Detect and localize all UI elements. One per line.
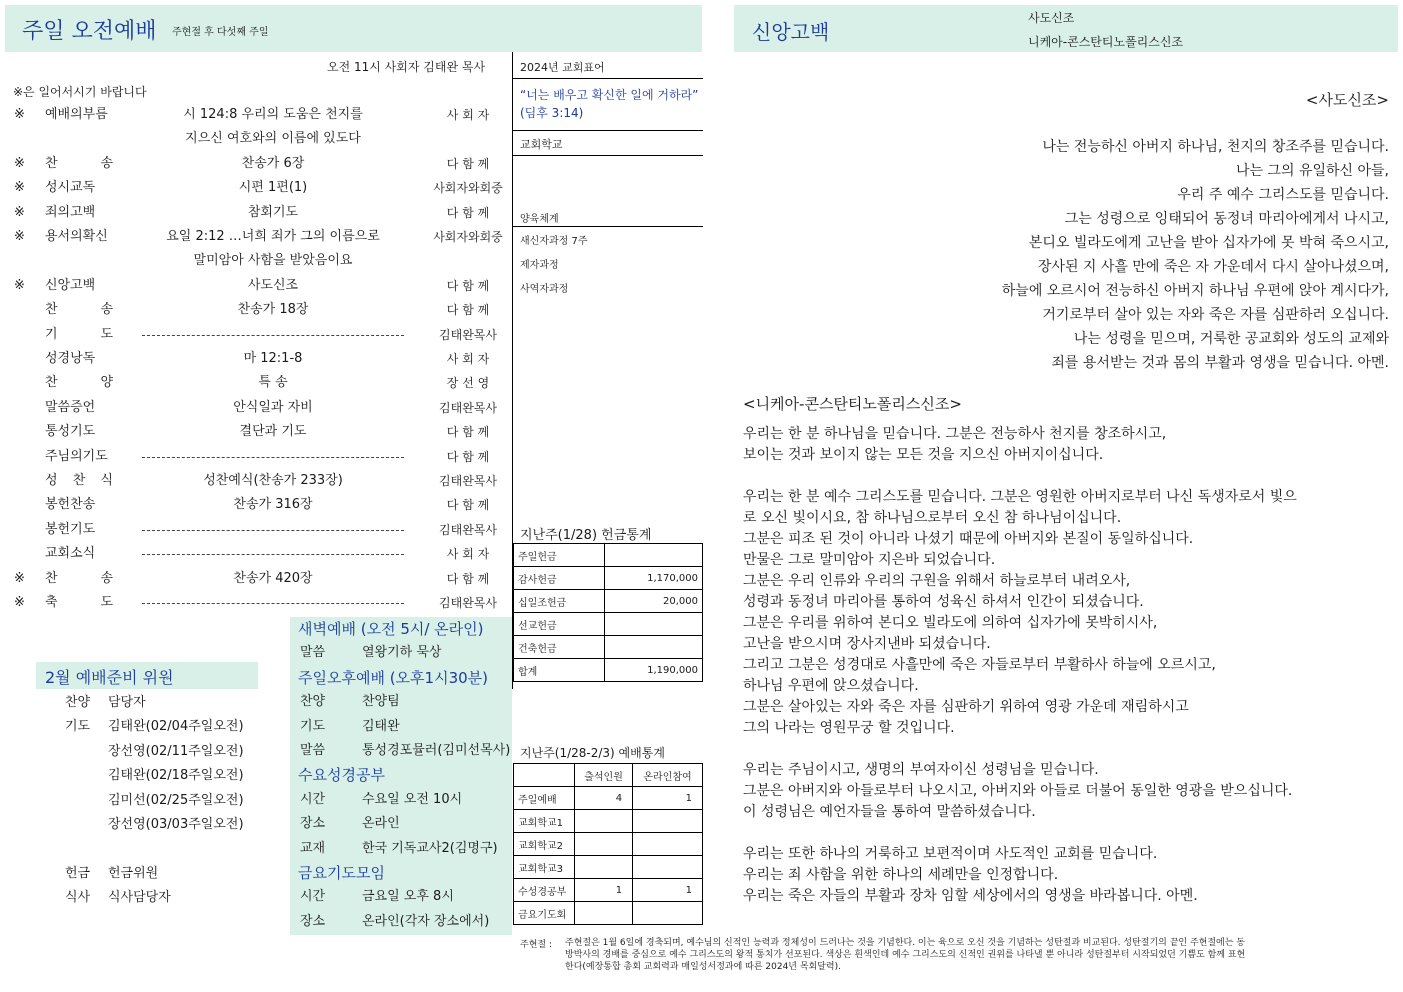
nurture-label: 양육체계 — [520, 214, 559, 225]
order-row — [0, 225, 512, 249]
nicene-creed-line: 보이는 것과 보이지 않는 모든 것을 지으신 아버지이십니다. — [743, 447, 1104, 463]
order-item-leader: 사 회 자 — [446, 108, 490, 122]
attendance-category: 교회학교1 — [514, 810, 575, 833]
order-row — [0, 396, 512, 420]
service-field: 시간 — [300, 889, 326, 905]
nicene-creed-line: 우리는 한 분 하나님을 믿습니다. 그분은 전능하사 천지를 창조하시고, — [743, 426, 1167, 442]
attendance-count: 4 — [575, 787, 633, 810]
offering-category: 선교헌금 — [514, 613, 605, 636]
attendance-row — [514, 902, 703, 925]
dashed-line — [142, 457, 404, 458]
committee-person: 장선영(03/03주일오전) — [108, 817, 244, 832]
dashed-line — [142, 603, 404, 604]
offering-title: 지난주(1/28) 헌금통계 — [520, 528, 652, 543]
afternoon-service-row — [290, 715, 512, 739]
order-item-name: 기 도 — [45, 326, 113, 342]
order-row — [0, 323, 512, 347]
page-title: 주일 오전예배 — [22, 19, 157, 44]
order-row — [0, 567, 512, 591]
nicene-creed-line: 우리는 죽은 자들의 부활과 장차 임할 세상에서의 영생을 바라봅니다. 아멘. — [743, 888, 1198, 904]
order-row — [0, 274, 512, 298]
order-item-name: 찬 송 — [45, 302, 113, 318]
rule — [513, 130, 703, 131]
motto-text: “너는 배우고 확신한 일에 거하라” (딤후 3:14) — [520, 88, 699, 120]
committee-role: 기도 — [65, 719, 91, 735]
apostles-heading: <사도신조> — [1305, 91, 1389, 109]
nicene-creed-line: 만물은 그로 말미암아 지은바 되었습니다. — [743, 552, 996, 568]
order-item-content: 안식일과 자비 — [233, 399, 313, 415]
apostles-creed-line: 우리 주 예수 그리스도를 믿습니다. — [1177, 187, 1389, 203]
attendance-count — [575, 856, 633, 879]
dawn-service-title: 새벽예배 (오전 5시/ 온라인) — [298, 620, 484, 638]
service-field: 말씀 — [300, 645, 326, 661]
apostles-creed-line: 그는 성령으로 잉태되어 동정녀 마리아에게서 나시고, — [1064, 211, 1389, 227]
service-value: 통성경포뮬러(김미선목사) — [362, 743, 511, 758]
order-item-content: 찬송가 6장 — [241, 155, 305, 171]
order-item-content: 결단과 기도 — [239, 424, 307, 440]
offering-category: 합계 — [514, 659, 605, 682]
attendance-row — [514, 879, 703, 902]
service-value: 수요일 오전 10시 — [362, 791, 463, 807]
order-item-content: 찬송가 18장 — [237, 302, 309, 318]
offering-category: 주일헌금 — [514, 544, 605, 567]
committee-person: 헌금위원 — [108, 865, 159, 881]
creed-option-apostles: 사도신조 — [1028, 11, 1075, 25]
apostles-creed-line: 본디오 빌라도에게 고난을 받아 십자가에 못 박혀 죽으시고, — [1028, 235, 1389, 251]
offering-amount — [605, 613, 703, 636]
order-item-name: 주님의기도 — [45, 448, 108, 464]
attendance-row — [514, 833, 703, 856]
friday-prayer-title: 금요기도모임 — [298, 864, 385, 882]
committee-role: 식사 — [65, 890, 91, 906]
wednesday-study-row — [290, 788, 512, 812]
attendance-table — [513, 763, 703, 925]
nicene-creed-line: 우리는 죄 사함을 위한 하나의 세례만을 인정합니다. — [743, 867, 1059, 883]
nurture-item: 새신자과정 7주 — [520, 236, 588, 247]
offering-amount: 1,170,000 — [605, 567, 703, 590]
offering-category: 감사헌금 — [514, 567, 605, 590]
standing-mark: ※ — [14, 595, 25, 610]
attendance-category: 교회학교2 — [514, 833, 575, 856]
service-value: 한국 기독교사2(김명구) — [362, 840, 498, 856]
order-row — [0, 249, 512, 273]
order-item-name: 축 도 — [45, 595, 113, 610]
apostles-creed-line: 나는 그의 유일하신 아들, — [1235, 163, 1389, 179]
offering-table — [513, 543, 703, 682]
order-item-content: 지으신 여호와의 이름에 있도다 — [185, 131, 361, 147]
nicene-creed-line: 그분은 아버지와 아들로부터 나오시고, 아버지와 아들로 더불어 동일한 영광을 받으십니다. — [743, 783, 1293, 799]
service-value: 열왕기하 묵상 — [362, 645, 442, 661]
attendance-count — [633, 810, 703, 833]
nicene-creed-line: 그분은 우리 인류와 우리의 구원을 위해서 하늘로부터 내려오사, — [743, 573, 1131, 589]
order-item-name: 찬 송 — [45, 570, 113, 586]
order-item-leader: 다 함 께 — [446, 449, 490, 464]
order-item-leader: 김태완목사 — [439, 522, 497, 537]
attendance-count — [633, 902, 703, 925]
apostles-creed-line: 거기로부터 살아 있는 자와 죽은 자를 심판하러 오십니다. — [1042, 307, 1389, 323]
offering-row — [514, 544, 703, 567]
order-item-leader: 김태완목사 — [439, 596, 497, 610]
nicene-paragraph — [743, 487, 1393, 739]
nicene-creed-line: 우리는 주님이시고, 생명의 부여자이신 성령님을 믿습니다. — [743, 762, 1099, 778]
order-item-name: 봉헌기도 — [45, 521, 96, 537]
order-item-content: 성찬예식(찬송가 233장) — [203, 473, 343, 488]
dashed-line — [142, 335, 404, 336]
committee-row — [0, 789, 290, 813]
afternoon-service-row — [290, 739, 512, 763]
order-row — [0, 493, 512, 517]
standing-mark: ※ — [14, 229, 25, 244]
committee-person: 담당자 — [108, 695, 146, 710]
footnote-label: 주현절 : — [520, 940, 552, 950]
order-item-name: 성시교독 — [45, 180, 96, 196]
friday-prayer-row — [290, 910, 512, 934]
order-row — [0, 420, 512, 444]
offering-row — [514, 613, 703, 636]
order-row — [0, 152, 512, 176]
nicene-creed-line: 그분은 피조 된 것이 아니라 나셨기 때문에 아버지와 본질이 동일하십니다. — [743, 531, 1194, 547]
attendance-category: 금요기도회 — [514, 902, 575, 925]
order-row — [0, 298, 512, 322]
committee-person: 김태완(02/04주일오전) — [108, 719, 244, 735]
order-item-content: 요일 2:12 …너희 죄가 그의 이름으로 — [166, 229, 380, 244]
order-item-leader: 다 함 께 — [446, 425, 490, 440]
order-item-leader: 다 함 께 — [446, 205, 490, 220]
order-item-name: 통성기도 — [45, 424, 96, 440]
order-item-content: 사도신조 — [247, 277, 299, 293]
standing-note: ※은 일어서시기 바랍니다 — [13, 85, 147, 99]
dashed-line — [142, 530, 404, 531]
attendance-header — [514, 764, 575, 787]
order-item-content: 특 송 — [258, 375, 288, 391]
service-value: 김태완 — [362, 718, 400, 734]
committee-row — [0, 886, 290, 910]
attendance-count: 1 — [633, 787, 703, 810]
order-item-name: 용서의확신 — [45, 229, 108, 244]
time-preacher: 오전 11시 사회자 김태완 목사 — [327, 60, 486, 74]
service-value: 온라인 — [362, 816, 400, 832]
nicene-creed-line: 우리는 한 분 예수 그리스도를 믿습니다. 그분은 영원한 아버지로부터 나신 독생자로서 빛으 — [743, 489, 1297, 505]
attendance-count — [575, 810, 633, 833]
nicene-creed-line: 하나님 우편에 앉으셨습니다. — [743, 678, 919, 694]
committee-row — [0, 862, 290, 886]
service-field: 교재 — [300, 840, 326, 856]
standing-mark: ※ — [14, 155, 25, 171]
committee-row — [0, 764, 290, 788]
order-item-name: 성 찬 식 — [45, 473, 113, 488]
order-item-name: 봉헌찬송 — [45, 497, 96, 513]
order-item-leader: 사 회 자 — [446, 352, 490, 366]
nicene-paragraph — [743, 844, 1393, 907]
dashed-line — [142, 554, 404, 555]
order-row — [0, 103, 512, 127]
committee-person: 식사담당자 — [108, 890, 171, 906]
attendance-row — [514, 787, 703, 810]
attendance-count — [575, 833, 633, 856]
order-item-leader: 다 함 께 — [446, 156, 490, 171]
order-item-leader: 다 함 께 — [446, 571, 490, 586]
motto-label: 2024년 교회표어 — [520, 61, 605, 74]
order-item-name: 찬 송 — [45, 155, 113, 171]
service-field: 기도 — [300, 718, 326, 734]
committee-person: 장선영(02/11주일오전) — [108, 743, 244, 759]
order-item-leader: 사 회 자 — [446, 547, 490, 562]
order-row — [0, 201, 512, 225]
apostles-creed-line: 나는 전능하신 아버지 하나님, 천지의 창조주를 믿습니다. — [1042, 139, 1389, 155]
offering-row — [514, 636, 703, 659]
order-of-service — [0, 103, 512, 619]
offering-category: 건축헌금 — [514, 636, 605, 659]
offering-amount — [605, 544, 703, 567]
apostles-creed-line: 죄를 용서받는 것과 몸의 부활과 영생을 믿습니다. 아멘. — [1051, 355, 1389, 371]
nicene-creed-line: 그분은 살아있는 자와 죽은 자를 심판하기 위하여 영광 가운데 재림하시고 — [743, 699, 1189, 715]
offering-row — [514, 659, 703, 682]
nurture-item: 사역자과정 — [520, 284, 569, 295]
offering-category: 십일조헌금 — [514, 590, 605, 613]
attendance-count — [633, 856, 703, 879]
nicene-creed-line: 이 성령님은 예언자들을 통하여 말씀하셨습니다. — [743, 804, 1036, 820]
order-row — [0, 591, 512, 615]
nicene-creed-line: 그의 나라는 영원무궁 할 것입니다. — [743, 720, 955, 736]
attendance-header: 출석인원 — [575, 764, 633, 787]
committee-row — [0, 740, 290, 764]
order-item-content: 말미암아 사함을 받았음이요 — [193, 253, 353, 269]
service-value: 금요일 오후 8시 — [362, 889, 454, 905]
rule — [513, 226, 703, 227]
nicene-creed-line: 그분은 우리를 위하여 본디오 빌라도에 의하여 십자가에 못박히시사, — [743, 615, 1158, 631]
order-item-leader: 김태완목사 — [439, 400, 497, 415]
committee-list — [0, 691, 290, 911]
footnote-line: 방박사의 경배를 중심으로 예수 그리스도의 왕적 통치가 선포된다. 색상은 흰색인데 예수 그리스도의 신적인 권위를 나타낼 뿐 아니라 성탄절부터 시작되었던 기쁨도 함께 표현 — [565, 950, 1246, 960]
order-item-content: 찬송가 420장 — [233, 570, 313, 586]
service-value: 온라인(각자 장소에서) — [362, 913, 490, 929]
order-item-leader: 다 함 께 — [446, 303, 490, 318]
attendance-category: 교회학교3 — [514, 856, 575, 879]
standing-mark: ※ — [14, 180, 25, 196]
service-field: 시간 — [300, 791, 326, 807]
nicene-paragraph — [743, 760, 1393, 823]
order-item-name: 신앙고백 — [45, 277, 96, 293]
services-list — [290, 617, 512, 935]
wednesday-study-row — [290, 837, 512, 861]
order-item-leader: 장 선 영 — [446, 376, 490, 391]
dawn-service-row — [290, 641, 512, 665]
rule — [513, 155, 703, 156]
order-item-content: 찬송가 316장 — [233, 497, 313, 513]
friday-prayer-row — [290, 885, 512, 909]
order-item-leader: 사회자와회중 — [433, 181, 503, 196]
standing-mark: ※ — [14, 204, 25, 220]
order-item-name: 예배의부름 — [45, 107, 108, 122]
committee-row — [0, 837, 290, 861]
apostles-creed-line: 하늘에 오르시어 전능하신 아버지 하나님 우편에 앉아 계시다가, — [1001, 283, 1389, 299]
apostles-creed-line: 장사된 지 사흘 만에 죽은 자 가운데서 다시 살아나셨으며, — [1037, 259, 1389, 275]
order-row — [0, 542, 512, 566]
standing-mark: ※ — [14, 107, 25, 122]
service-field: 장소 — [300, 913, 326, 929]
attendance-count — [633, 833, 703, 856]
order-row — [0, 371, 512, 395]
service-value: 찬양팀 — [362, 694, 400, 710]
offering-row — [514, 567, 703, 590]
committee-person: 김태완(02/18주일오전) — [108, 768, 244, 784]
service-field: 말씀 — [300, 743, 326, 758]
nicene-creed-line: 로 오신 빛이시요, 참 하나님으로부터 오신 참 하나님이십니다. — [743, 510, 1122, 526]
footnote-line: 한다(예장통합 총회 교회력과 매일성서정과에 따른 2024년 목회달력). — [565, 962, 841, 972]
order-item-name: 찬 양 — [45, 375, 113, 391]
order-item-name: 죄의고백 — [45, 204, 96, 220]
attendance-row — [514, 856, 703, 879]
offering-amount: 20,000 — [605, 590, 703, 613]
service-field: 찬양 — [300, 694, 326, 710]
order-row — [0, 469, 512, 493]
attendance-header-row — [514, 764, 703, 787]
offering-amount: 1,190,000 — [605, 659, 703, 682]
order-row — [0, 127, 512, 151]
attendance-count — [575, 902, 633, 925]
committee-row — [0, 691, 290, 715]
wednesday-study-row — [290, 812, 512, 836]
attendance-header: 온라인참여 — [633, 764, 703, 787]
nurture-item: 제자과정 — [520, 260, 559, 271]
nicene-creed-line: 고난을 받으시며 장사지낸바 되셨습니다. — [743, 636, 991, 652]
wednesday-study-title: 수요성경공부 — [298, 766, 385, 785]
committee-row — [0, 813, 290, 837]
order-item-name: 성경낭독 — [45, 351, 96, 366]
apostles-creed — [734, 136, 1403, 371]
order-item-content: 시 124:8 우리의 도움은 천지를 — [183, 107, 363, 122]
order-row — [0, 445, 512, 469]
standing-mark: ※ — [14, 277, 25, 293]
nicene-creed-line: 그리고 그분은 성경대로 사흘만에 죽은 자들로부터 부활하사 하늘에 오르시고, — [743, 657, 1216, 673]
order-item-content: 마 12:1-8 — [243, 351, 303, 366]
footnote-body — [565, 937, 1395, 973]
order-item-leader: 다 함 께 — [446, 498, 490, 513]
creed-option-nicene: 니케아-콘스탄티노폴리스신조 — [1028, 35, 1184, 49]
committee-row — [0, 715, 290, 739]
committee-role: 헌금 — [65, 865, 91, 881]
offering-row — [514, 590, 703, 613]
order-row — [0, 347, 512, 371]
standing-mark: ※ — [14, 570, 25, 586]
apostles-creed-line: 나는 성령을 믿으며, 거룩한 공교회와 성도의 교제와 — [1073, 331, 1389, 347]
afternoon-service-row — [290, 690, 512, 714]
order-item-leader: 사회자와회중 — [433, 230, 503, 244]
order-item-leader: 김태완목사 — [439, 327, 497, 342]
committee-title: 2월 예배준비 위원 — [45, 668, 174, 687]
committee-role: 찬양 — [65, 695, 91, 710]
order-item-leader: 김태완목사 — [439, 474, 497, 488]
committee-person: 김미선(02/25주일오전) — [108, 792, 244, 808]
footnote-line: 주현절은 1월 6일에 경축되며, 예수님의 신적인 능력과 정체성이 드러나는 것을 기념한다. 이는 육으로 오신 것을 기념하는 성탄절과 비교된다. 성탄절기의 끝인 주현절에는 동 — [565, 938, 1246, 948]
attendance-row — [514, 810, 703, 833]
order-item-content: 시편 1편(1) — [238, 180, 308, 196]
order-item-name: 말씀증언 — [45, 399, 96, 415]
nicene-paragraph — [743, 424, 1393, 466]
nicene-creed-line: 성령과 동정녀 마리아를 통하여 성육신 하셔서 인간이 되셨습니다. — [743, 594, 1144, 610]
service-field: 장소 — [300, 816, 326, 832]
order-item-name: 교회소식 — [45, 546, 96, 562]
page-subtitle: 주현절 후 다섯째 주일 — [172, 27, 269, 38]
attendance-title: 지난주(1/28-2/3) 예배통계 — [520, 746, 665, 760]
attendance-count: 1 — [575, 879, 633, 902]
attendance-category: 주일예배 — [514, 787, 575, 810]
nicene-creed-line: 우리는 또한 하나의 거룩하고 보편적이며 사도적인 교회를 믿습니다. — [743, 846, 1158, 862]
creed-title: 신앙고백 — [752, 20, 830, 44]
order-item-content: 참회기도 — [247, 204, 299, 220]
order-item-leader: 다 함 께 — [446, 278, 490, 293]
attendance-category: 수성경공부 — [514, 879, 575, 902]
nicene-heading: <니케아-콘스탄티노폴리스신조> — [743, 395, 962, 413]
order-row — [0, 176, 512, 200]
offering-amount — [605, 636, 703, 659]
attendance-count: 1 — [633, 879, 703, 902]
order-row — [0, 518, 512, 542]
school-label: 교회학교 — [520, 138, 563, 151]
nicene-creed — [743, 424, 1393, 928]
rule — [513, 78, 703, 79]
afternoon-service-title: 주일오후예배 (오후1시30분) — [298, 668, 489, 687]
